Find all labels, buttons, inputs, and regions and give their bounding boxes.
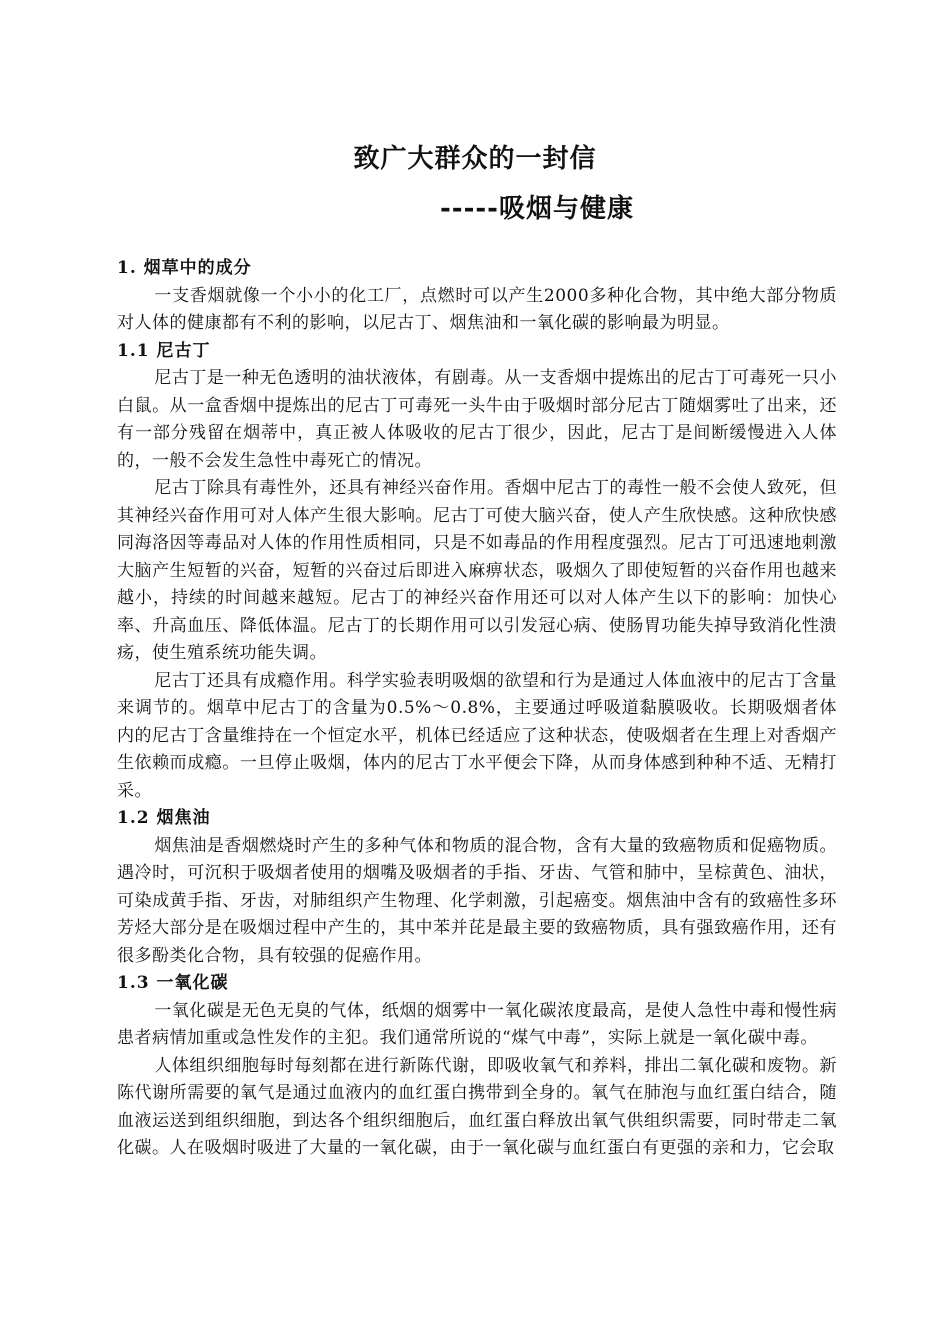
paragraph: 尼古丁还具有成瘾作用。科学实验表明吸烟的欲望和行为是通过人体血液中的尼古丁含量来调节的。烟草中尼古丁的含量为0.5%～0.8%，主要通过呼吸道黏膜吸收。长期吸烟者体内的尼古丁含量维持在一个恒定水平，机体已经适应了这种状态，使吸烟者在生理上对香烟产生依赖而成瘾。一旦停止吸烟，体内的尼古丁水平便会下降，从而身体感到种种不适、无精打采。 [117,670,837,801]
paragraph: 尼古丁是一种无色透明的油状液体，有剧毒。从一支香烟中提炼出的尼古丁可毒死一只小白鼠。从一盒香烟中提炼出的尼古丁可毒死一头牛由于吸烟时部分尼古丁随烟雾吐了出来，还有一部分残留在烟蒂中，真正被人体吸收的尼古丁很少，因此，尼古丁是间断缓慢进入人体的，一般不会发生急性中毒死亡的情况。 [117,368,837,471]
paragraph: 一支香烟就像一个小小的化工厂，点燃时可以产生2000多种化合物，其中绝大部分物质对人体的健康都有不利的影响，以尼古丁、烟焦油和一氧化碳的影响最为明显。 [117,285,837,333]
section-heading: 1.2 烟焦油 [117,808,211,828]
paragraph: 一氧化碳是无色无臭的气体，纸烟的烟雾中一氧化碳浓度最高，是使人急性中毒和慢性病患者病情加重或急性发作的主犯。我们通常所说的“煤气中毒”，实际上就是一氧化碳中毒。 [117,1000,837,1048]
section-heading: 1.1 尼古丁 [117,340,211,361]
page-title: 致广大群众的一封信 [353,144,597,174]
paragraph: 尼古丁除具有毒性外，还具有神经兴奋作用。香烟中尼古丁的毒性一般不会使人致死，但其神经兴奋作用可对人体产生很大影响。尼古丁可使大脑兴奋，使人产生欣快感。这种欣快感同海洛因等毒品对人体的作用性质相同，只是不如毒品的作用程度强烈。尼古丁可迅速地刺激大脑产生短暂的兴奋，短暂的兴奋过后即进入麻痹状态，吸烟久了即使短暂的兴奋作用也越来越小，持续的时间越来越短。尼古丁的神经兴奋作用还可以对人体产生以下的影响：加快心率、升高血压、降低体温。尼古丁的长期作用可以引发冠心病、使肠胃功能失掉导致消化性溃疡，使生殖系统功能失调。 [117,478,837,663]
document-body [117,255,837,1163]
paragraph: 人体组织细胞每时每刻都在进行新陈代谢，即吸收氧气和养料，排出二氧化碳和废物。新陈代谢所需要的氧气是通过血液内的血红蛋白携带到全身的。氧气在肺泡与血红蛋白结合，随血液运送到组织细胞，到达各个组织细胞后，血红蛋白释放出氧气供组织需要，同时带走二氧化碳。人在吸烟时吸进了大量的一氧化碳，由于一氧化碳与血红蛋白有更强的亲和力，它会取 [117,1055,837,1158]
section-heading: 1. 烟草中的成分 [117,258,252,278]
section-heading: 1.3 一氧化碳 [117,973,229,993]
paragraph: 烟焦油是香烟燃烧时产生的多种气体和物质的混合物，含有大量的致癌物质和促癌物质。遇冷时，可沉积于吸烟者使用的烟嘴及吸烟者的手指、牙齿、气管和肺中，呈棕黄色、油状，可染成黄手指、牙齿，对肺组织产生物理、化学刺激，引起癌变。烟焦油中含有的致癌性多环芳烃大部分是在吸烟过程中产生的，其中苯并芘是最主要的致癌物质，具有强致癌作用，还有很多酚类化合物，具有较强的促癌作用。 [117,835,837,966]
page-subtitle: -----吸烟与健康 [440,194,634,224]
